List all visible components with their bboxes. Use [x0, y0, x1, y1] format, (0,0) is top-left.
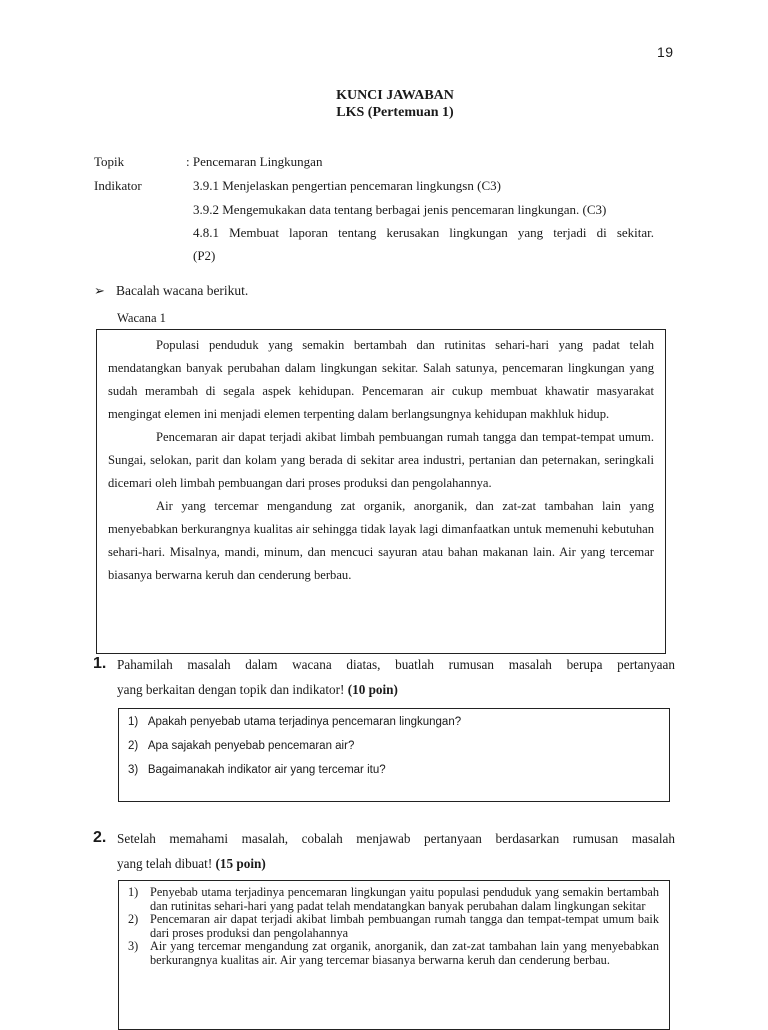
- question-text: Setelah memahami masalah, cobalah menjawab pertanyaan berdasarkan rumusan masalah: [117, 831, 675, 846]
- indikator-item: (P2): [193, 248, 216, 263]
- wacana-paragraph: Pencemaran air dapat terjadi akibat limbah pembuangan rumah tangga dan tempat-tempat umum. Sungai, selokan, parit dan kolam yang berada di sekitar area industri, pertanian dan peternakan, seringkali dicemari oleh limbah pembuangan dari proses produksi dan pengolahannya.: [108, 430, 654, 490]
- wacana-label: Wacana 1: [117, 311, 166, 325]
- wacana-paragraph: Air yang tercemar mengandung zat organik, anorganik, dan zat-zat tambahan lain yang menyebabkan berkurangnya kualitas air sehingga tidak layak lagi dimanfaatkan untuk memenuhi kebutuhan sehari-hari. Misalnya, mandi, minum, dan mencuci sayuran atau bahan makanan lain. Air yang tercemar biasanya berwarna keruh dan cenderung berbau.: [108, 499, 654, 582]
- indikator-label: Indikator: [94, 178, 142, 193]
- topik-label: Topik: [94, 154, 125, 169]
- answer-item: 1) Apakah penyebab utama terjadinya pencemaran lingkungan?: [128, 716, 462, 728]
- answer-item: 1) Penyebab utama terjadinya pencemaran lingkungan yaitu populasi penduduk yang semakin bertambah dan rutinitas sehari-hari yang padat telah mendatangkan banyak perubahan dalam lingkungan sekitar: [128, 885, 659, 913]
- indikator-item: 4.8.1 Membuat laporan tentang kerusakan lingkungan yang terjadi di sekitar.: [193, 225, 654, 240]
- topik-value: : Pencemaran Lingkungan: [186, 154, 323, 169]
- page-title: KUNCI JAWABAN: [336, 88, 454, 103]
- answer-item: 2) Apa sajakah penyebab pencemaran air?: [128, 740, 355, 752]
- arrow-bullet-icon: ➢: [94, 283, 105, 298]
- wacana-box: [96, 329, 666, 654]
- question-text: yang telah dibuat! (15 poin): [117, 856, 266, 871]
- instruction-text: Bacalah wacana berikut.: [116, 283, 249, 298]
- page-number: 19: [657, 44, 674, 60]
- answer-box: [118, 708, 670, 802]
- answer-item: 2) Pencemaran air dapat terjadi akibat limbah pembuangan rumah tangga dan tempat-tempat umum baik dari proses produksi dan pengolahannya: [128, 912, 659, 940]
- wacana-paragraph: Populasi penduduk yang semakin bertambah dan rutinitas sehari-hari yang padat telah mendatangkan banyak perubahan dalam lingkungan sekitar. Salah satunya, pencemaran lingkungan yang sudah merambah di segala aspek kehidupan. Pencemaran air cukup membuat khawatir masyarakat mengingat elemen ini menjadi elemen terpenting dalam berlangsungnya kehidupan makhluk hidup.: [108, 338, 654, 421]
- question-number: 1.: [93, 655, 107, 672]
- indikator-item: 3.9.2 Mengemukakan data tentang berbagai jenis pencemaran lingkungan. (C3): [193, 202, 607, 217]
- points-label: (15 poin): [215, 856, 266, 871]
- question-text: yang berkaitan dengan topik dan indikator! (10 poin): [117, 682, 398, 697]
- points-label: (10 poin): [347, 682, 398, 697]
- answer-item: 3) Air yang tercemar mengandung zat organik, anorganik, dan zat-zat tambahan lain yang menyebabkan berkurangnya kualitas air. Air yang tercemar biasanya berwarna keruh dan cenderung berbau.: [128, 939, 659, 967]
- question-number: 2.: [93, 829, 107, 846]
- indikator-item: 3.9.1 Menjelaskan pengertian pencemaran lingkungsn (C3): [193, 178, 501, 193]
- page-subtitle: LKS (Pertemuan 1): [336, 105, 454, 120]
- answer-box: [118, 880, 670, 1030]
- question-text: Pahamilah masalah dalam wacana diatas, buatlah rumusan masalah berupa pertanyaan: [117, 657, 675, 672]
- answer-item: 3) Bagaimanakah indikator air yang tercemar itu?: [128, 764, 386, 776]
